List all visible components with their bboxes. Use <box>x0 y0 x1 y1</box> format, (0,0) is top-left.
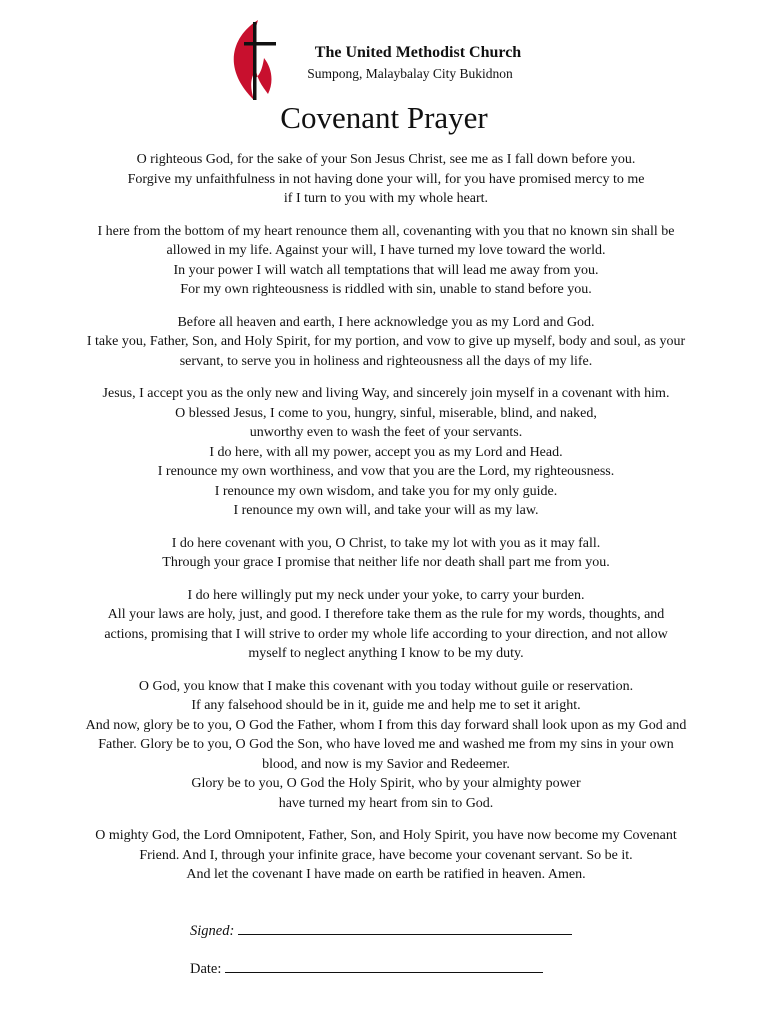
page-title: Covenant Prayer <box>280 100 488 135</box>
date-line[interactable] <box>190 960 543 978</box>
date-field[interactable] <box>225 960 543 973</box>
prayer-line: I take you, Father, Son, and Holy Spirit, for my portion, and vow to give up myself, body and soul, as your <box>86 334 686 349</box>
prayer-paragraph <box>18 677 754 814</box>
date-label: Date: <box>190 961 222 977</box>
prayer-line: unworthy even to wash the feet of your servants. <box>249 425 523 440</box>
prayer-line: Before all heaven and earth, I here acknowledge you as my Lord and God. <box>177 314 595 330</box>
prayer-line: if I turn to you with my whole heart. <box>283 191 489 206</box>
church-name: The United Methodist Church <box>314 44 522 61</box>
prayer-line: I renounce my own wisdom, and take you for my only guide. <box>214 483 558 499</box>
prayer-paragraph <box>18 313 754 372</box>
flame-shape <box>234 20 272 100</box>
prayer-line: servant, to serve you in holiness and righteousness all the days of my life. <box>179 353 593 369</box>
prayer-line: I do here covenant with you, O Christ, to take my lot with you as it may fall. <box>171 535 601 551</box>
cross-horizontal <box>244 42 276 46</box>
prayer-line: Glory be to you, O God the Holy Spirit, who by your almighty power <box>191 776 581 791</box>
prayer-line: O blessed Jesus, I come to you, hungry, sinful, miserable, blind, and naked, <box>175 405 597 421</box>
cross-vertical <box>253 22 257 100</box>
signed-field[interactable] <box>238 922 572 935</box>
signed-label: Signed: <box>190 923 235 939</box>
prayer-line: For my own righteousness is riddled with sin, unable to stand before you. <box>180 282 592 297</box>
prayer-body <box>18 150 754 898</box>
prayer-line: I do here willingly put my neck under your yoke, to carry your burden. <box>187 587 585 603</box>
prayer-paragraph <box>18 534 754 573</box>
prayer-paragraph <box>18 222 754 300</box>
prayer-line: Father. Glory be to you, O God the Son, who have loved me and washed me from my sins in your own <box>98 737 674 752</box>
prayer-line: Friend. And I, through your infinite grace, have become your covenant servant. So be it. <box>139 847 633 863</box>
prayer-paragraph <box>18 826 754 885</box>
prayer-line: I renounce my own worthiness, and vow that you are the Lord, my righteousness. <box>157 464 615 479</box>
prayer-line: I do here, with all my power, accept you as my Lord and Head. <box>209 444 563 460</box>
prayer-line: allowed in my life. Against your will, I have turned my love toward the world. <box>166 243 606 258</box>
cross-and-flame-icon <box>228 16 276 102</box>
prayer-line: I renounce my own will, and take your will as my law. <box>233 503 539 518</box>
prayer-line: All your laws are holy, just, and good. I therefore take them as the rule for my words, thoughts, and <box>107 607 665 622</box>
prayer-line: And let the covenant I have made on earth be ratified in heaven. Amen. <box>186 867 586 882</box>
prayer-line: myself to neglect anything I know to be my duty. <box>248 646 524 661</box>
prayer-line: O God, you know that I make this covenant with you today without guile or reservation. <box>138 678 634 694</box>
prayer-line: I here from the bottom of my heart renounce them all, covenanting with you that no known sin shall be <box>97 223 675 239</box>
prayer-line: blood, and now is my Savior and Redeemer. <box>262 756 510 772</box>
prayer-line: O righteous God, for the sake of your Son Jesus Christ, see me as I fall down before you. <box>136 152 636 167</box>
prayer-paragraph <box>18 384 754 521</box>
prayer-line: O mighty God, the Lord Omnipotent, Father, Son, and Holy Spirit, you have now become my Covenant <box>95 828 677 843</box>
signed-line[interactable] <box>190 922 572 940</box>
prayer-paragraph <box>18 586 754 664</box>
prayer-line: Through your grace I promise that neither life nor death shall part me from you. <box>162 555 610 570</box>
prayer-line: If any falsehood should be in it, guide me and help me to set it aright. <box>191 698 581 713</box>
prayer-line: Jesus, I accept you as the only new and living Way, and sincerely join myself in a covenant with him. <box>102 386 670 401</box>
prayer-line: actions, promising that I will strive to order my whole life according to your direction, and not allow <box>104 626 668 642</box>
prayer-line: And now, glory be to you, O God the Father, whom I from this day forward shall look upon as my God and <box>85 717 687 733</box>
prayer-paragraph <box>18 150 754 209</box>
prayer-line: In your power I will watch all temptations that will lead me away from you. <box>173 262 599 278</box>
prayer-line: Forgive my unfaithfulness in not having done your will, for you have promised mercy to me <box>127 171 645 187</box>
prayer-line: have turned my heart from sin to God. <box>278 795 494 811</box>
church-address: Sumpong, Malaybalay City Bukidnon <box>307 66 513 81</box>
